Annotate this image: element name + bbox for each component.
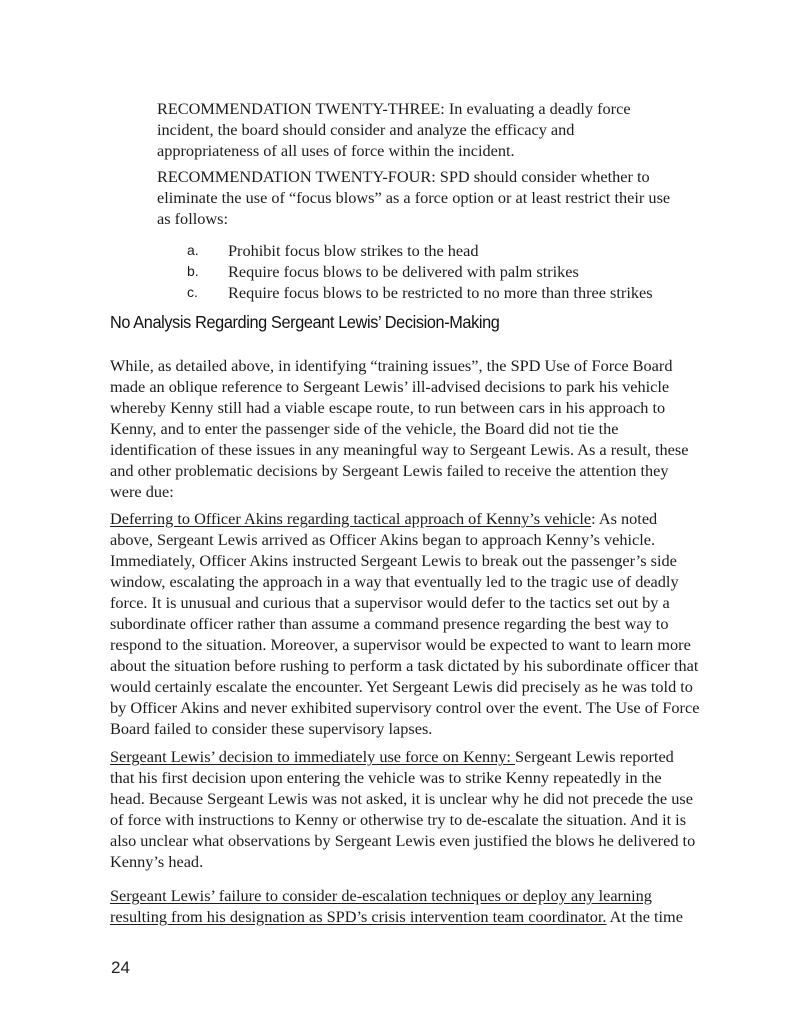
list-item xyxy=(187,282,653,303)
recommendation-list xyxy=(187,240,653,303)
section-heading: No Analysis Regarding Sergeant Lewis’ Decision-Making xyxy=(110,312,500,332)
list-marker: a. xyxy=(187,242,199,258)
deferring-body: : As noted above, Sergeant Lewis arrived as Officer Akins began to approach Kenny’s vehicle. Immediately, Officer Akins instructed Sergeant Lewis to break out the passenger’s side window, escalating the approach in a way that eventually led to the tragic use of deadly force. It is unusual and curious that a supervisor would defer to the tactics set out by a subordinate officer rather than assume a command presence regarding the best way to respond to the situation. Moreover, a supervisor would be expected to want to learn more about the situation before rushing to perform a task dictated by his subordinate officer that would certainly escalate the encounter. Yet Sergeant Lewis did precisely as he was told to by Officer Akins and never exhibited supervisory control over the event. The Use of Force Board failed to consider these supervisory lapses. xyxy=(110,509,700,738)
intro-paragraph: While, as detailed above, in identifying “training issues”, the SPD Use of Force Board made an oblique reference to Sergeant Lewis’ ill-advised decisions to park his vehicle whereby Kenny still had a viable escape route, to run between cars in his approach to Kenny, and to enter the passenger side of the vehicle, the Board did not tie the identification of these issues in any meaningful way to Sergeant Lewis. As a result, these and other problematic decisions by Sergeant Lewis failed to receive the attention they were due: xyxy=(110,356,689,501)
recommendation-twenty-four: RECOMMENDATION TWENTY-FOUR: SPD should consider whether to eliminate the use of “focus blows” as a force option or at least restrict their use as follows: xyxy=(157,167,671,228)
list-item xyxy=(187,261,653,282)
list-marker: b. xyxy=(187,263,199,279)
failure-paragraph xyxy=(110,885,700,927)
recommendation-twenty-three: RECOMMENDATION TWENTY-THREE: In evaluating a deadly force incident, the board should consider and analyze the efficacy and appropriateness of all uses of force within the incident. xyxy=(157,99,631,160)
immediate-force-title: Sergeant Lewis’ decision to immediately use force on Kenny: xyxy=(110,747,515,766)
list-item-text: Require focus blows to be restricted to no more than three strikes xyxy=(228,283,653,302)
page-number: 24 xyxy=(111,958,130,977)
immediate-force-body: Sergeant Lewis reported that his first decision upon entering the vehicle was to strike Kenny repeatedly in the head. Because Sergeant Lewis was not asked, it is unclear why he did not precede the use of force with instructions to Kenny or otherwise try to de-escalate the situation. And it is also unclear what observations by Sergeant Lewis even justified the blows he delivered to Kenny’s head. xyxy=(110,747,696,871)
list-item xyxy=(187,240,653,261)
list-marker: c. xyxy=(187,284,198,300)
deferring-paragraph xyxy=(110,508,700,739)
list-item-text: Require focus blows to be delivered with palm strikes xyxy=(228,262,579,281)
failure-body: At the time xyxy=(606,907,683,926)
failure-title: Sergeant Lewis’ failure to consider de-escalation techniques or deploy any learning resulting from his designation as SPD’s crisis intervention team coordinator. xyxy=(110,886,652,926)
list-item-text: Prohibit focus blow strikes to the head xyxy=(228,241,479,260)
immediate-force-paragraph xyxy=(110,746,700,872)
deferring-title: Deferring to Officer Akins regarding tactical approach of Kenny’s vehicle xyxy=(110,509,592,528)
